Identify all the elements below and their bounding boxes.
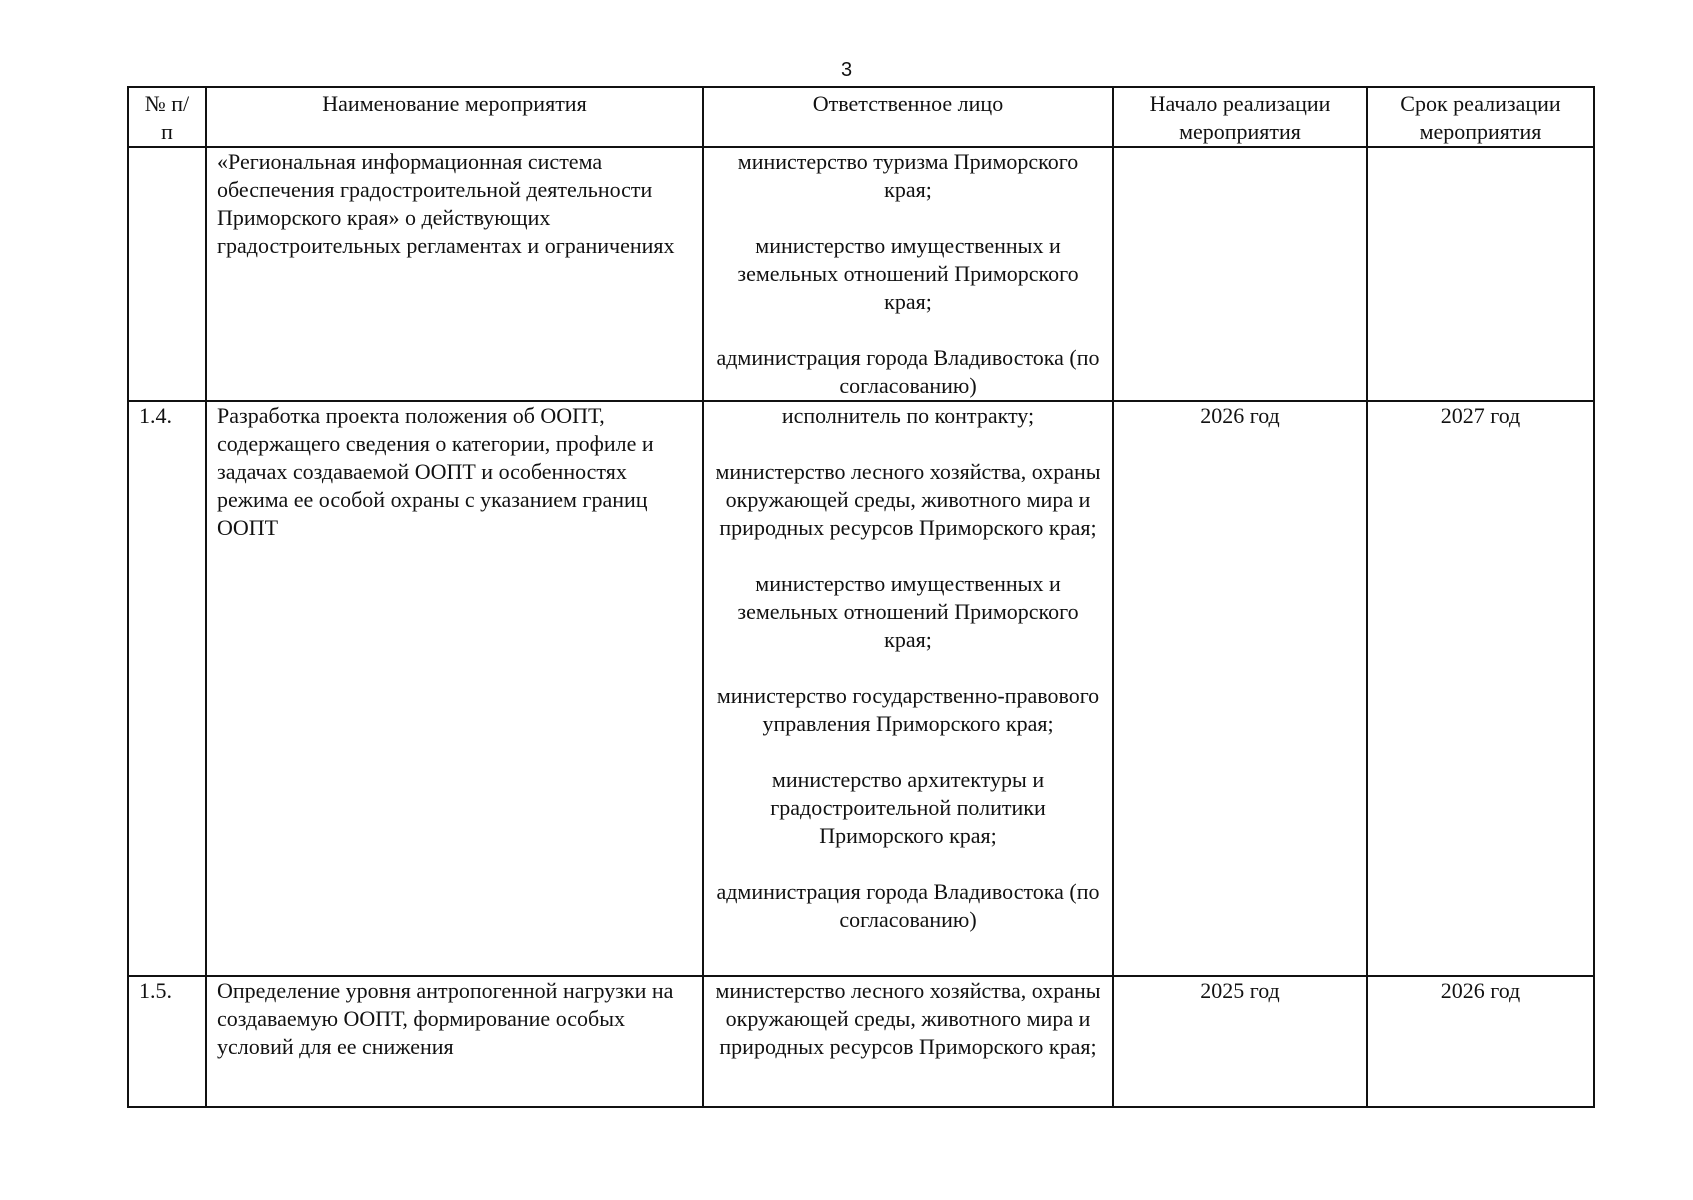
header-responsible: Ответственное лицо xyxy=(703,87,1113,147)
row-responsible xyxy=(703,147,1113,401)
header-num: № п/п xyxy=(128,87,206,147)
measures-table xyxy=(127,86,1595,1108)
responsible-item: администрация города Владивостока (по согласованию) xyxy=(716,345,1100,398)
row-responsible xyxy=(703,976,1113,1107)
row-name: Разработка проекта положения об ООПТ, содержащего сведения о категории, профиле и задачах создаваемой ООПТ и особенностях режима ее особой охраны с указанием границ ООПТ xyxy=(206,401,703,976)
responsible-item: администрация города Владивостока (по согласованию) xyxy=(716,879,1100,932)
row-responsible xyxy=(703,401,1113,976)
header-start: Начало реализации мероприятия xyxy=(1113,87,1367,147)
page-number: 3 xyxy=(840,59,853,81)
table-header-row xyxy=(128,87,1594,147)
table-row xyxy=(128,147,1594,401)
row-start: 2025 год xyxy=(1113,976,1367,1107)
row-end: 2026 год xyxy=(1367,976,1594,1107)
responsible-item: министерство лесного хозяйства, охраны окружающей среды, животного мира и природных ресурсов Приморского края; xyxy=(715,978,1101,1059)
row-end xyxy=(1367,147,1594,401)
responsible-item: министерство архитектуры и градостроительной политики Приморского края; xyxy=(770,767,1046,848)
row-num: 1.4. xyxy=(128,401,206,976)
row-name: Определение уровня антропогенной нагрузки на создаваемую ООПТ, формирование особых условий для ее снижения xyxy=(206,976,703,1107)
row-start xyxy=(1113,147,1367,401)
responsible-item: исполнитель по контракту; xyxy=(781,403,1035,428)
row-start: 2026 год xyxy=(1113,401,1367,976)
responsible-item: министерство имущественных и земельных отношений Приморского края; xyxy=(737,571,1079,652)
responsible-item: министерство туризма Приморского края; xyxy=(737,149,1079,202)
header-end: Срок реализации мероприятия xyxy=(1367,87,1594,147)
responsible-item: министерство лесного хозяйства, охраны окружающей среды, животного мира и природных ресурсов Приморского края; xyxy=(715,459,1101,540)
responsible-item: министерство имущественных и земельных отношений Приморского края; xyxy=(737,233,1079,314)
row-num: 1.5. xyxy=(128,976,206,1107)
header-name: Наименование мероприятия xyxy=(206,87,703,147)
table-row xyxy=(128,401,1594,976)
table-row xyxy=(128,976,1594,1107)
row-num xyxy=(128,147,206,401)
responsible-item: министерство государственно-правового управления Приморского края; xyxy=(716,683,1100,736)
row-name: «Региональная информационная система обеспечения градостроительной деятельности Приморского края» о действующих градостроительных регламентах и ограничениях xyxy=(206,147,703,401)
row-end: 2027 год xyxy=(1367,401,1594,976)
